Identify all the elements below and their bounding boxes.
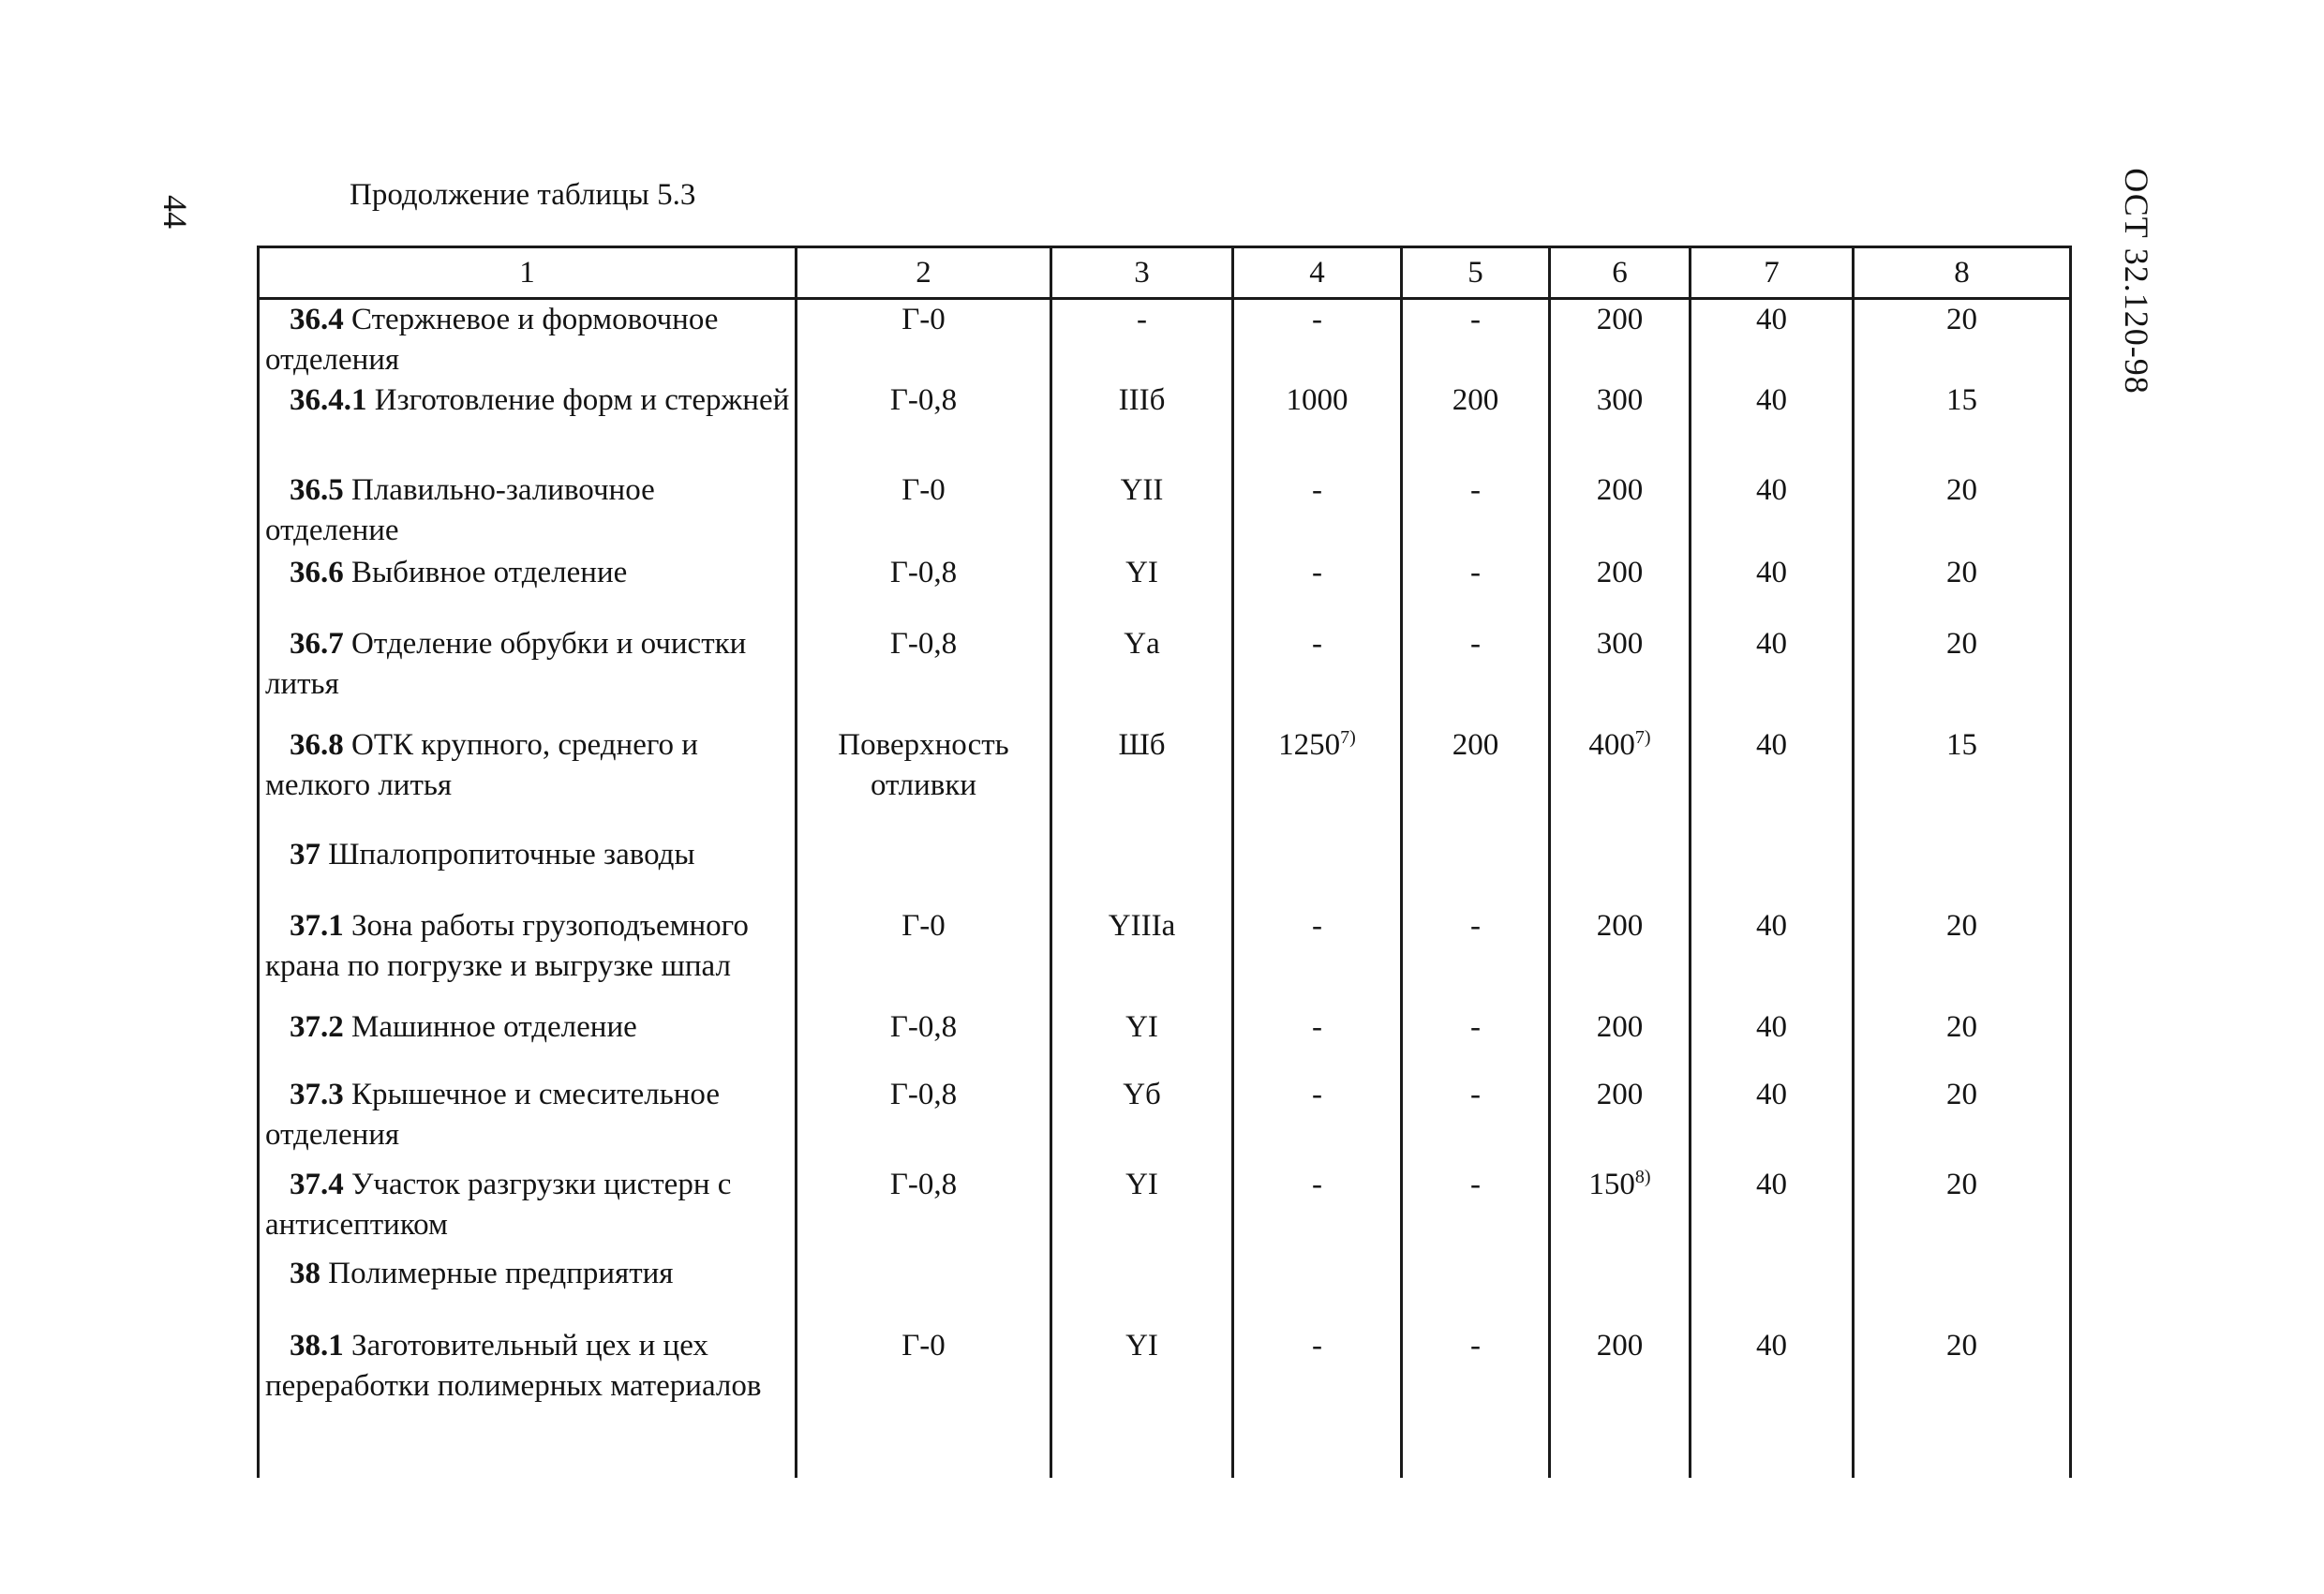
- row-number: 36.4: [290, 303, 344, 336]
- cell-value: 40: [1756, 909, 1787, 943]
- row-number: 37.1: [290, 909, 344, 943]
- cell-c7: [1691, 1326, 1854, 1478]
- row-name: Плавильно-заливочное отделение: [265, 473, 655, 547]
- cell-c4: [1233, 1326, 1402, 1478]
- cell-value: 1250: [1278, 728, 1341, 762]
- row-name-cell: [259, 380, 797, 470]
- data-table: [257, 246, 2072, 1478]
- cell-value: 200: [1596, 1010, 1644, 1044]
- cell-value: -: [1312, 1329, 1322, 1363]
- row-name: Изготовление форм и стержней: [366, 383, 790, 417]
- cell-c2: [797, 1326, 1051, 1478]
- cell-c6: [1550, 553, 1691, 624]
- row-name-cell: [259, 1165, 797, 1254]
- column-header: 2: [797, 247, 1051, 299]
- cell-c8: [1854, 835, 2071, 906]
- cell-c8: [1854, 1007, 2071, 1075]
- cell-value: Yа: [1124, 627, 1160, 661]
- cell-value: 200: [1452, 728, 1499, 762]
- cell-c4: [1233, 470, 1402, 553]
- column-header: 4: [1233, 247, 1402, 299]
- table-row: [259, 835, 2071, 906]
- table-body: [259, 299, 2071, 1479]
- row-name-cell: [259, 906, 797, 1007]
- cell-c6: [1550, 380, 1691, 470]
- cell-value: 40: [1756, 556, 1787, 589]
- cell-c6: [1550, 1007, 1691, 1075]
- cell-value: Г-0,8: [889, 1168, 958, 1201]
- page-number: 44: [156, 195, 194, 229]
- cell-c4: [1233, 299, 1402, 381]
- cell-value: -: [1470, 909, 1481, 943]
- cell-value: 20: [1946, 1168, 1977, 1201]
- cell-c2: [797, 553, 1051, 624]
- cell-value: 40: [1756, 1168, 1787, 1201]
- cell-c3: [1051, 1007, 1233, 1075]
- cell-c6: [1550, 470, 1691, 553]
- cell-c2: [797, 1165, 1051, 1254]
- cell-value: Г-0: [901, 909, 946, 943]
- cell-value: 200: [1596, 303, 1644, 336]
- cell-value: 200: [1596, 1329, 1644, 1363]
- table-row: [259, 299, 2071, 381]
- cell-c5: [1402, 906, 1550, 1007]
- cell-value: 15: [1946, 728, 1977, 762]
- row-name: Крышечное и смесительное отделения: [265, 1078, 720, 1152]
- cell-c2: [797, 906, 1051, 1007]
- cell-c4: [1233, 1254, 1402, 1326]
- row-name: Зона работы грузоподъемного крана по погрузке и выгрузке шпал: [265, 909, 749, 983]
- cell-value: IIIб: [1118, 383, 1166, 417]
- cell-c7: [1691, 725, 1854, 835]
- cell-c5: [1402, 1007, 1550, 1075]
- cell-value: Г-0: [901, 473, 946, 507]
- footnote-mark: 7): [1340, 727, 1356, 748]
- cell-value: -: [1312, 303, 1322, 336]
- cell-value: 150: [1588, 1168, 1635, 1201]
- cell-c3: [1051, 1326, 1233, 1478]
- row-name: Выбивное отделение: [343, 556, 628, 589]
- cell-value: 400: [1588, 728, 1635, 762]
- cell-c6: [1550, 725, 1691, 835]
- column-header: 1: [259, 247, 797, 299]
- column-header: 5: [1402, 247, 1550, 299]
- cell-c5: [1402, 1254, 1550, 1326]
- cell-c8: [1854, 1254, 2071, 1326]
- row-name: ОТК крупного, среднего и мелкого литья: [265, 728, 698, 802]
- cell-c6: [1550, 299, 1691, 381]
- cell-value: 300: [1596, 627, 1644, 661]
- cell-c3: [1051, 624, 1233, 725]
- cell-c3: [1051, 553, 1233, 624]
- column-header: 3: [1051, 247, 1233, 299]
- cell-value: -: [1312, 1010, 1322, 1044]
- row-number: 38.1: [290, 1329, 344, 1363]
- cell-c3: [1051, 835, 1233, 906]
- cell-c5: [1402, 1075, 1550, 1165]
- cell-c7: [1691, 1007, 1854, 1075]
- table-row: [259, 624, 2071, 725]
- row-name-cell: [259, 725, 797, 835]
- cell-c5: [1402, 380, 1550, 470]
- cell-value: -: [1470, 627, 1481, 661]
- cell-c2: [797, 725, 1051, 835]
- cell-value: 20: [1946, 627, 1977, 661]
- table-row: [259, 470, 2071, 553]
- cell-c8: [1854, 725, 2071, 835]
- cell-value: -: [1470, 1010, 1481, 1044]
- cell-value: 1000: [1286, 383, 1348, 417]
- cell-value: -: [1470, 473, 1481, 507]
- cell-value: Г-0,8: [889, 627, 958, 661]
- cell-value: YIIIа: [1108, 909, 1176, 943]
- cell-value: 40: [1756, 303, 1787, 336]
- cell-value: 200: [1596, 556, 1644, 589]
- cell-value: 40: [1756, 383, 1787, 417]
- cell-c4: [1233, 906, 1402, 1007]
- row-name: Машинное отделение: [343, 1010, 637, 1044]
- cell-value: 300: [1596, 383, 1644, 417]
- row-name-cell: [259, 470, 797, 553]
- cell-c7: [1691, 380, 1854, 470]
- row-name: Стержневое и формовочное отделения: [265, 303, 719, 377]
- cell-c3: [1051, 470, 1233, 553]
- cell-c4: [1233, 624, 1402, 725]
- cell-c7: [1691, 1254, 1854, 1326]
- cell-c6: [1550, 624, 1691, 725]
- cell-c3: [1051, 1165, 1233, 1254]
- cell-c3: [1051, 1075, 1233, 1165]
- cell-c2: [797, 470, 1051, 553]
- row-name: Шпалопропиточные заводы: [320, 838, 695, 871]
- column-header: 6: [1550, 247, 1691, 299]
- table-header-row: [259, 247, 2071, 299]
- row-number: 36.6: [290, 556, 344, 589]
- cell-c7: [1691, 835, 1854, 906]
- cell-value: 20: [1946, 303, 1977, 336]
- cell-c4: [1233, 1075, 1402, 1165]
- cell-value: -: [1312, 473, 1322, 507]
- cell-value: Г-0: [901, 1329, 946, 1363]
- row-number: 36.7: [290, 627, 344, 661]
- cell-value: 20: [1946, 1010, 1977, 1044]
- cell-c6: [1550, 1254, 1691, 1326]
- footnote-mark: 7): [1634, 727, 1651, 748]
- row-number: 37.4: [290, 1168, 344, 1201]
- row-number: 37.2: [290, 1010, 344, 1044]
- row-name-cell: [259, 1075, 797, 1165]
- cell-c3: [1051, 906, 1233, 1007]
- cell-value: YI: [1125, 556, 1158, 589]
- row-number: 38: [290, 1257, 320, 1290]
- table-row: [259, 553, 2071, 624]
- cell-value: 40: [1756, 1329, 1787, 1363]
- cell-c8: [1854, 1165, 2071, 1254]
- cell-c4: [1233, 725, 1402, 835]
- table-row: [259, 906, 2071, 1007]
- cell-c8: [1854, 299, 2071, 381]
- cell-value: -: [1312, 627, 1322, 661]
- table-row: [259, 1254, 2071, 1326]
- cell-value: -: [1470, 1168, 1481, 1201]
- cell-value: 40: [1756, 627, 1787, 661]
- cell-c7: [1691, 906, 1854, 1007]
- cell-c3: [1051, 725, 1233, 835]
- cell-c5: [1402, 470, 1550, 553]
- data-table-container: [257, 246, 2069, 1450]
- column-header: 8: [1854, 247, 2071, 299]
- document-code: ОСТ 32.120-98: [2118, 168, 2155, 395]
- cell-c5: [1402, 299, 1550, 381]
- cell-value: 20: [1946, 1329, 1977, 1363]
- cell-c7: [1691, 1165, 1854, 1254]
- cell-c4: [1233, 553, 1402, 624]
- cell-c8: [1854, 380, 2071, 470]
- row-name-cell: [259, 1007, 797, 1075]
- cell-c6: [1550, 906, 1691, 1007]
- cell-c8: [1854, 1326, 2071, 1478]
- cell-c5: [1402, 1326, 1550, 1478]
- cell-c4: [1233, 380, 1402, 470]
- cell-c4: [1233, 1007, 1402, 1075]
- cell-c5: [1402, 835, 1550, 906]
- cell-value: 20: [1946, 473, 1977, 507]
- cell-value: YII: [1120, 473, 1164, 507]
- cell-value: 200: [1596, 909, 1644, 943]
- cell-value: 40: [1756, 1010, 1787, 1044]
- row-number: 36.4.1: [290, 383, 367, 417]
- cell-value: YI: [1125, 1329, 1158, 1363]
- cell-c2: [797, 624, 1051, 725]
- cell-value: -: [1470, 1078, 1481, 1111]
- cell-c7: [1691, 624, 1854, 725]
- cell-value: 200: [1596, 1078, 1644, 1111]
- row-name: Полимерные предприятия: [320, 1257, 674, 1290]
- cell-c6: [1550, 1075, 1691, 1165]
- cell-c5: [1402, 1165, 1550, 1254]
- cell-value: Г-0,8: [889, 556, 958, 589]
- cell-value: YI: [1125, 1010, 1158, 1044]
- row-number: 37: [290, 838, 320, 871]
- cell-value: 200: [1452, 383, 1499, 417]
- row-number: 37.3: [290, 1078, 344, 1111]
- row-number: 36.8: [290, 728, 344, 762]
- cell-value: Г-0: [901, 303, 946, 336]
- cell-c2: [797, 299, 1051, 381]
- cell-value: Г-0,8: [889, 383, 958, 417]
- cell-c6: [1550, 835, 1691, 906]
- cell-c3: [1051, 299, 1233, 381]
- cell-c3: [1051, 1254, 1233, 1326]
- cell-c5: [1402, 725, 1550, 835]
- row-name: Участок разгрузки цистерн с антисептиком: [265, 1168, 732, 1242]
- row-name-cell: [259, 299, 797, 381]
- cell-c6: [1550, 1326, 1691, 1478]
- cell-value: Yб: [1123, 1078, 1161, 1111]
- cell-c2: [797, 1007, 1051, 1075]
- row-name-cell: [259, 624, 797, 725]
- cell-c4: [1233, 835, 1402, 906]
- table-row: [259, 1007, 2071, 1075]
- cell-value: 20: [1946, 1078, 1977, 1111]
- cell-c2: [797, 380, 1051, 470]
- cell-value: -: [1312, 1168, 1322, 1201]
- cell-value: 40: [1756, 473, 1787, 507]
- cell-c8: [1854, 553, 2071, 624]
- cell-value: 20: [1946, 909, 1977, 943]
- row-name-cell: [259, 1326, 797, 1478]
- cell-value: Поверхность отливки: [838, 728, 1009, 802]
- cell-value: 20: [1946, 556, 1977, 589]
- cell-c5: [1402, 624, 1550, 725]
- cell-c5: [1402, 553, 1550, 624]
- row-name-cell: [259, 1254, 797, 1326]
- cell-value: Г-0,8: [889, 1010, 958, 1044]
- cell-value: 15: [1946, 383, 1977, 417]
- table-caption: Продолжение таблицы 5.3: [350, 178, 696, 212]
- table-row: [259, 1165, 2071, 1254]
- cell-value: Шб: [1118, 728, 1166, 762]
- cell-value: 200: [1596, 473, 1644, 507]
- cell-c8: [1854, 624, 2071, 725]
- cell-c8: [1854, 1075, 2071, 1165]
- cell-value: YI: [1125, 1168, 1158, 1201]
- cell-c7: [1691, 299, 1854, 381]
- cell-value: -: [1137, 303, 1147, 336]
- cell-value: 40: [1756, 1078, 1787, 1111]
- row-name: Отделение обрубки и очистки литья: [265, 627, 747, 701]
- row-number: 36.5: [290, 473, 344, 507]
- column-header: 7: [1691, 247, 1854, 299]
- cell-c3: [1051, 380, 1233, 470]
- table-row: [259, 1326, 2071, 1478]
- table-row: [259, 380, 2071, 470]
- cell-c7: [1691, 553, 1854, 624]
- cell-value: 40: [1756, 728, 1787, 762]
- row-name-cell: [259, 835, 797, 906]
- cell-c2: [797, 1075, 1051, 1165]
- row-name-cell: [259, 553, 797, 624]
- table-row: [259, 1075, 2071, 1165]
- cell-c7: [1691, 1075, 1854, 1165]
- cell-c4: [1233, 1165, 1402, 1254]
- cell-c2: [797, 835, 1051, 906]
- cell-c8: [1854, 906, 2071, 1007]
- cell-value: -: [1312, 556, 1322, 589]
- table-row: [259, 725, 2071, 835]
- cell-value: Г-0,8: [889, 1078, 958, 1111]
- cell-value: -: [1312, 909, 1322, 943]
- cell-c8: [1854, 470, 2071, 553]
- cell-value: -: [1470, 303, 1481, 336]
- footnote-mark: 8): [1634, 1167, 1651, 1187]
- cell-value: -: [1470, 1329, 1481, 1363]
- row-name: Заготовительный цех и цех переработки полимерных материалов: [265, 1329, 762, 1403]
- cell-c7: [1691, 470, 1854, 553]
- cell-value: -: [1470, 556, 1481, 589]
- cell-c2: [797, 1254, 1051, 1326]
- cell-value: -: [1312, 1078, 1322, 1111]
- cell-c6: [1550, 1165, 1691, 1254]
